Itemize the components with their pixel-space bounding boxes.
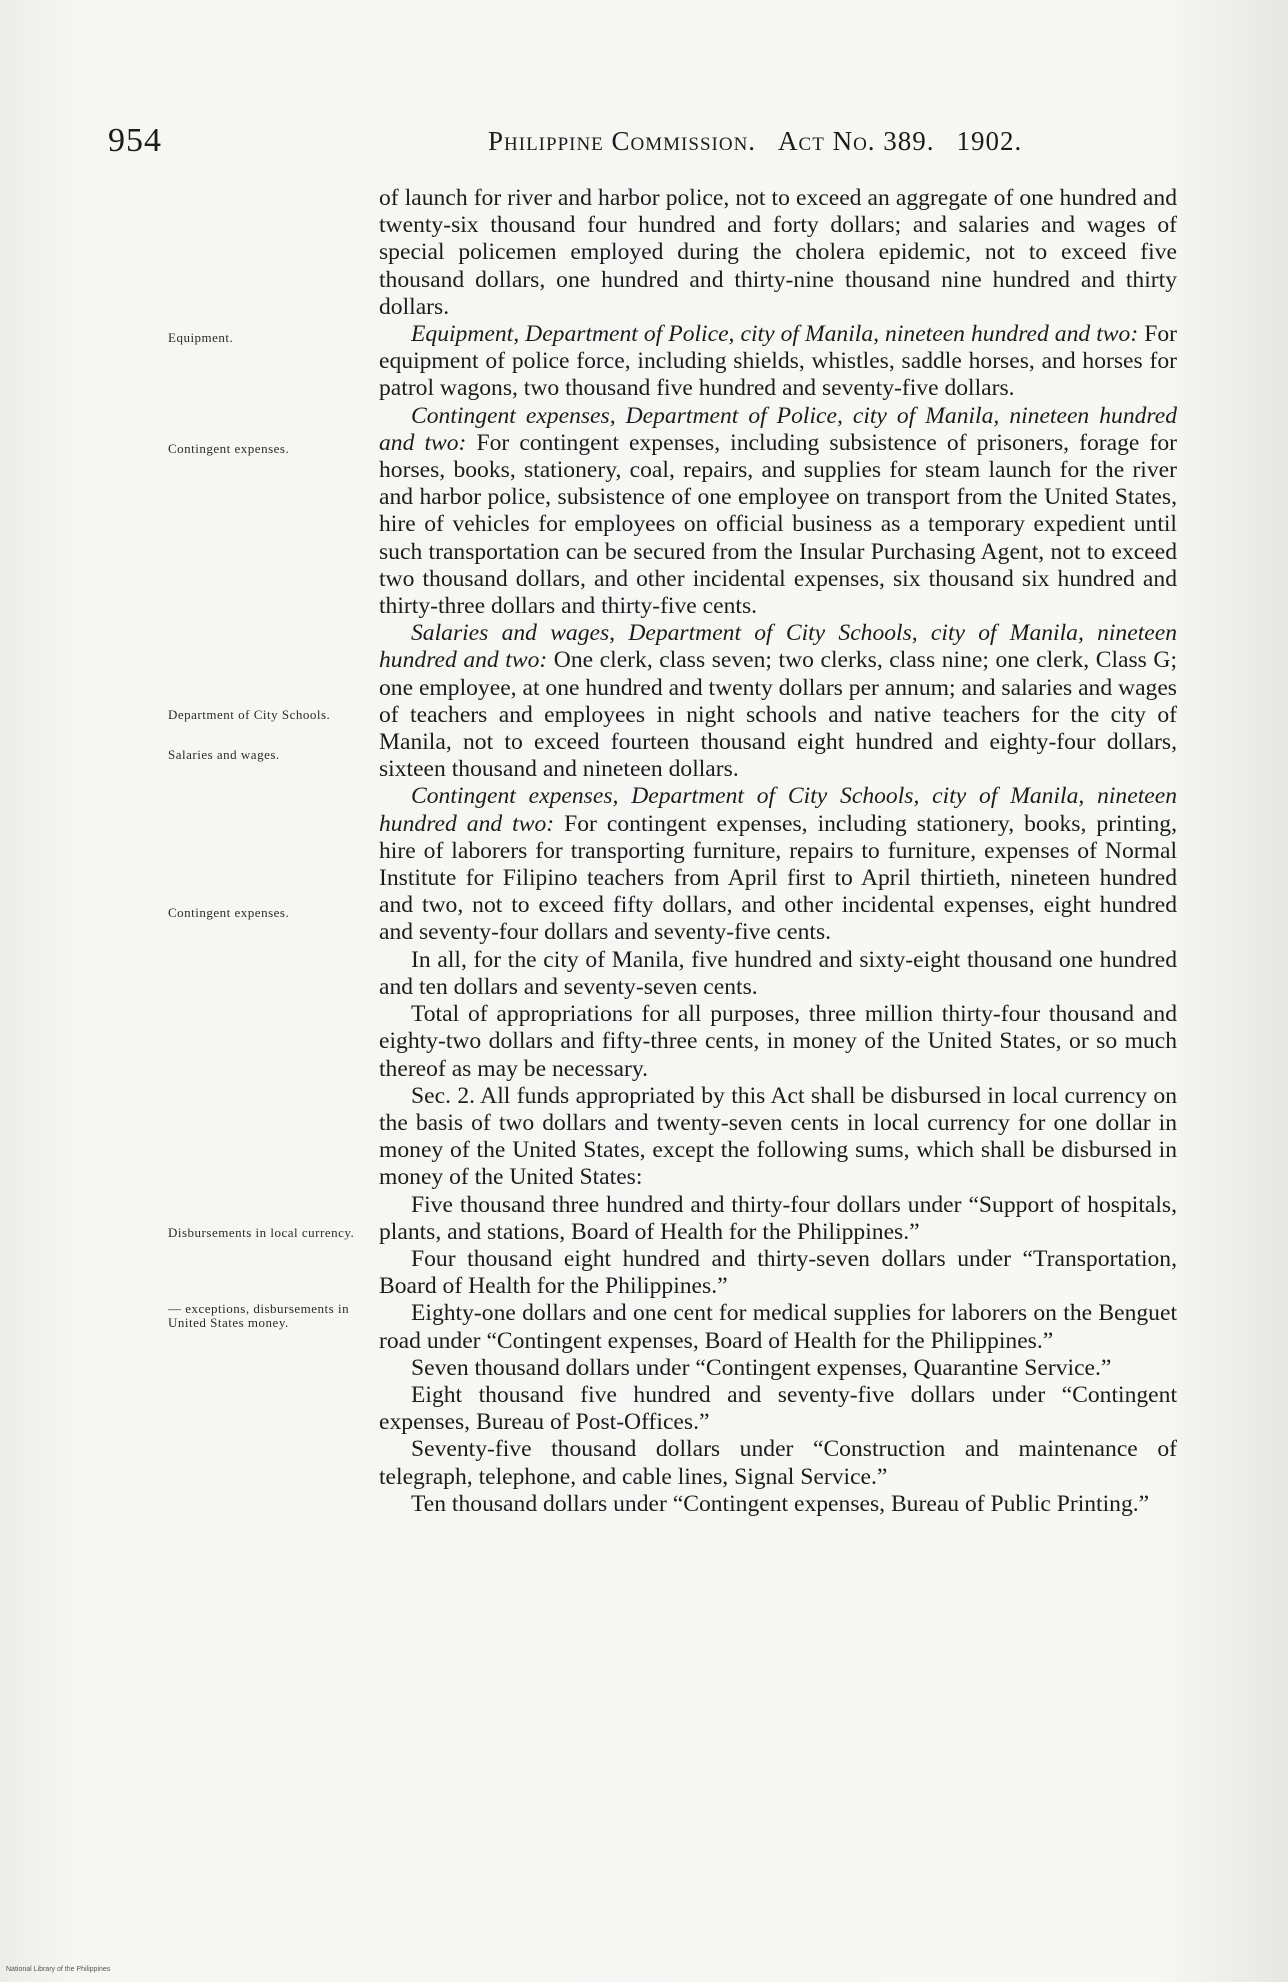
paragraph-section-2: Sec. 2. All funds appropriated by this Act shall be disbursed in local currency on the basis of two dollars and twenty-seven cents in local currency for one dollar in money of the United States, except the following sums, which shall be disbursed in money of the United States: [379, 1082, 1177, 1191]
margin-note-contingent-expenses-schools: Contingent expenses. [168, 905, 290, 920]
margin-note-equipment: Equipment. [168, 330, 234, 345]
paragraph-exception-medical-supplies: Eighty-one dollars and one cent for medical supplies for laborers on the Benguet road under “Contingent expenses, Board of Health for the Philippines.” [379, 1300, 1177, 1354]
paragraph-contingent-police: Contingent expenses, Department of Police, city of Manila, nineteen hundred and two: For contingent expenses, including subsistence of prisoners, forage for horses, books, stationery, coal, repairs, and supplies for steam launch for the river and harbor police, subsistence of one employee on transport from the United States, hire of vehicles for employees on official business as a temporary expedient until such transportation can be secured from the Insular Purchasing Agent, not to exceed two thousand dollars, and other incidental expenses, six thousand six hundred and thirty-three dollars and thirty-five cents. [379, 402, 1177, 620]
document-body [379, 185, 1177, 1518]
running-head-act: Act No. 389. [778, 126, 935, 156]
scan-credit: National Library of the Philippines [6, 1966, 111, 1973]
margin-notes [0, 0, 379, 1982]
page-number: 954 [108, 122, 162, 159]
margin-note-disbursements: Disbursements in local currency. [168, 1225, 355, 1240]
paragraph-exception-transportation: Four thousand eight hundred and thirty-seven dollars under “Transportation, Board of Health for the Philippines.” [379, 1245, 1177, 1300]
paragraph-exception-public-printing: Ten thousand dollars under “Contingent expenses, Bureau of Public Printing.” [411, 1490, 1150, 1517]
margin-note-salaries-wages: Salaries and wages. [168, 747, 280, 762]
running-head-publisher: Philippine Commission. [488, 126, 757, 156]
margin-note-exceptions: — exceptions, disbursements in United States money. [168, 1301, 350, 1330]
paragraph-contingent-schools: Contingent expenses, Department of City Schools, city of Manila, nineteen hundred and two: For contingent expenses, including stationery, books, printing, hire of laborers for transporting furniture, repairs to furniture, expenses of Normal Institute for Filipino teachers from April first to April thirtieth, nineteen hundred and two, not to exceed fifty dollars, and other incidental expenses, eight hundred and seventy-four dollars and seventy-five cents. [379, 783, 1177, 946]
margin-note-department-city-schools: Department of City Schools. [168, 707, 331, 722]
paragraph-total-appropriations: Total of appropriations for all purposes, three million thirty-four thousand and eighty-two dollars and fifty-three cents, in money of the United States, or so much thereof as may be necessary. [379, 1001, 1177, 1082]
paragraph-total-manila: In all, for the city of Manila, five hundred and sixty-eight thousand one hundred and ten dollars and seventy-seven cents. [379, 946, 1177, 1000]
paragraph-salaries-schools: Salaries and wages, Department of City Schools, city of Manila, nineteen hundred and two: One clerk, class seven; two clerks, class nine; one clerk, Class G; one employee, at one hundred and twenty dollars per annum; and salaries and wages of teachers and employees in night schools and native teachers for the city of Manila, not to exceed fourteen thousand eight hundred and eighty-four dollars, sixteen thousand and nineteen dollars. [379, 620, 1177, 783]
paragraph-exception-post-offices: Eight thousand five hundred and seventy-five dollars under “Contingent expenses, Bureau of Post-Offices.” [379, 1381, 1177, 1436]
paragraph-heading: Contingent expenses, Department of Police, city of Manila, nineteen hundred and two: [379, 402, 1177, 456]
running-head [488, 126, 1044, 157]
paragraph-exception-quarantine: Seven thousand dollars under “Contingent expenses, Quarantine Service.” [411, 1354, 1112, 1381]
paragraph-exception-hospitals: Five thousand three hundred and thirty-four dollars under “Support of hospitals, plants, and stations, Board of Health for the Philippines.” [379, 1191, 1177, 1245]
paragraph-equipment-police: Equipment, Department of Police, city of Manila, nineteen hundred and two: For equipment of police force, including shields, whistles, saddle horses, and horses for patrol wagons, two thousand five hundred and seventy-five dollars. [379, 321, 1177, 402]
margin-note-contingent-expenses-police: Contingent expenses. [168, 441, 290, 456]
paragraph-heading: Salaries and wages, Department of City Schools, city of Manila, nineteen hundred and two: [379, 620, 1177, 674]
paragraph-exception-telegraph: Seventy-five thousand dollars under “Construction and maintenance of telegraph, telephone, and cable lines, Signal Service.” [379, 1436, 1177, 1490]
paragraph-heading: Equipment, Department of Police, city of Manila, nineteen hundred and two: [411, 321, 1139, 348]
paragraph-heading: Contingent expenses, Department of City Schools, city of Manila, nineteen hundred and two: [379, 783, 1177, 837]
running-head-year: 1902. [956, 126, 1023, 156]
paragraph-police-continued: of launch for river and harbor police, not to exceed an aggregate of one hundred and twenty-six thousand four hundred and forty dollars; and salaries and wages of special policemen employed during the cholera epidemic, not to exceed five thousand dollars, one hundred and thirty-nine thousand nine hundred and thirty dollars. [379, 185, 1177, 320]
